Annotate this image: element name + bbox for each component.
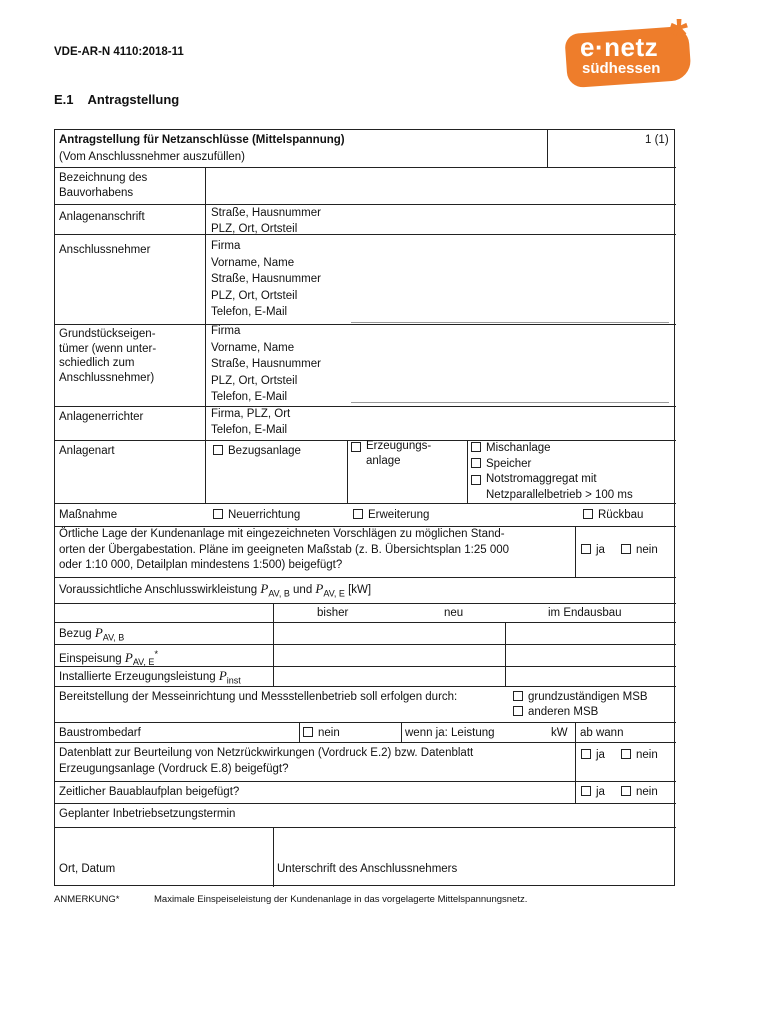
checkbox-lage-ja[interactable]: ja: [581, 542, 605, 559]
checkbox-icon[interactable]: [471, 442, 481, 452]
checkbox-icon[interactable]: [621, 786, 631, 796]
application-form: [54, 129, 675, 886]
col-endausbau: im Endausbau: [548, 607, 622, 619]
field-telefon[interactable]: Telefon, E-Mail: [211, 424, 288, 436]
checkbox-rueckbau[interactable]: Rückbau: [583, 507, 643, 524]
label-bezug: Bezug $P_{AV, B}$: [59, 625, 125, 643]
label-unterschrift: Unterschrift des Anschlussnehmers: [277, 863, 458, 875]
field-strasse[interactable]: Straße, Hausnummer: [211, 207, 321, 219]
checkbox-icon[interactable]: [303, 727, 313, 737]
label-anlagenerrichter: Anlagenerrichter: [59, 411, 144, 423]
field-plz-ort[interactable]: PLZ, Ort, Ortsteil: [211, 290, 298, 302]
field-telefon[interactable]: Telefon, E-Mail: [211, 306, 288, 318]
checkbox-icon[interactable]: [213, 445, 223, 455]
checkbox-mischanlage[interactable]: Mischanlage: [471, 440, 551, 457]
field-firma[interactable]: Firma: [211, 325, 241, 337]
label-bauablaufplan: Zeitlicher Bauablaufplan beigefügt?: [59, 786, 240, 798]
company-logo: [566, 9, 718, 84]
page-number: 1 (1): [645, 134, 669, 146]
form-title: Antragstellung für Netzanschlüsse (Mittelspannung): [59, 134, 345, 146]
label-datenblatt: Datenblatt zur Beurteilung von Netzrückwirkungen (Vordruck E.2) bzw. Datenblatt Erzeugungsanlage (Vordruck E.8) beigefügt?: [59, 747, 474, 775]
form-subtitle: (Vom Anschlussnehmer auszufüllen): [59, 151, 246, 163]
label-grundstueckseigentuemer: Grundstückseigen- tümer (wenn unter- schiedlich zum Anschlussnehmer): [59, 328, 157, 384]
checkbox-icon[interactable]: [621, 544, 631, 554]
checkbox-baustrom-nein[interactable]: nein: [303, 725, 340, 742]
checkbox-icon[interactable]: [471, 458, 481, 468]
checkbox-datenblatt-nein[interactable]: nein: [621, 747, 658, 764]
field-plz-ort[interactable]: PLZ, Ort, Ortsteil: [211, 223, 298, 235]
field-name[interactable]: Vorname, Name: [211, 342, 295, 354]
label-anlagenart: Anlagenart: [59, 445, 115, 457]
label-messstellenbetrieb: Bereitstellung der Messeinrichtung und Messstellenbetrieb soll erfolgen durch:: [59, 691, 458, 703]
checkbox-icon[interactable]: [621, 749, 631, 759]
logo-star-icon: *: [670, 9, 688, 61]
label-kw: kW: [551, 727, 568, 739]
checkbox-lage-nein[interactable]: nein: [621, 542, 658, 559]
footnote-text: Maximale Einspeiseleistung der Kundenanlage in das vorgelagerte Mittelspannungsnetz.: [154, 894, 528, 905]
field-name[interactable]: Vorname, Name: [211, 257, 295, 269]
section-heading: [54, 92, 179, 107]
label-oertliche-lage: Örtliche Lage der Kundenanlage mit eingezeichneten Vorschlägen zu möglichen Stand- orten der Übergabestation. Pläne im geeigneten Maßstab (z. B. Übersichtsplan 1:25 000 oder 1:10 000, Detailplan mindestens 1:500) beigefügt?: [59, 528, 510, 571]
label-baustrombedarf: Baustrombedarf: [59, 727, 141, 739]
label-anschlusswirkleistung: Voraussichtliche Anschlusswirkleistung $P_{AV, B}$ und $P_{AV, E}$ [kW]: [59, 581, 372, 599]
label-wenn-ja-leistung: wenn ja: Leistung: [405, 727, 495, 739]
label-anlagenanschrift: Anlagenanschrift: [59, 211, 145, 223]
checkbox-erweiterung[interactable]: Erweiterung: [353, 507, 429, 524]
checkbox-datenblatt-ja[interactable]: ja: [581, 747, 605, 764]
input-bezeichnung[interactable]: [207, 168, 675, 203]
field-strasse[interactable]: Straße, Hausnummer: [211, 358, 321, 370]
field-firma[interactable]: Firma: [211, 240, 241, 252]
checkbox-speicher[interactable]: Speicher: [471, 456, 531, 473]
checkbox-icon[interactable]: [513, 706, 523, 716]
checkbox-notstrom[interactable]: Notstromaggregat mit Netzparallelbetrieb > 100 ms: [471, 472, 633, 503]
field-strasse[interactable]: Straße, Hausnummer: [211, 273, 321, 285]
checkbox-icon[interactable]: [351, 442, 361, 452]
section-number: E.1: [54, 92, 74, 107]
section-title: Antragstellung: [87, 92, 180, 107]
checkbox-icon[interactable]: [513, 691, 523, 701]
col-neu: neu: [444, 607, 464, 619]
checkbox-icon[interactable]: [353, 509, 363, 519]
checkbox-icon[interactable]: [213, 509, 223, 519]
checkbox-icon[interactable]: [583, 509, 593, 519]
field-firma-plz-ort[interactable]: Firma, PLZ, Ort: [211, 408, 291, 420]
checkbox-erzeugungsanlage[interactable]: Erzeugungs- anlage: [351, 439, 431, 470]
label-bezeichnung: Bezeichnung des Bauvorhabens: [59, 172, 148, 199]
label-einspeisung: Einspeisung $P_{AV, E}^*$: [59, 649, 159, 668]
checkbox-grundzustaendig-msb[interactable]: grundzuständigen MSB: [513, 689, 648, 706]
checkbox-neuerrichtung[interactable]: Neuerrichtung: [213, 507, 300, 524]
checkbox-icon[interactable]: [581, 786, 591, 796]
field-plz-ort[interactable]: PLZ, Ort, Ortsteil: [211, 375, 298, 387]
standard-label: VDE-AR-N 4110:2018-11: [54, 46, 184, 58]
field-telefon[interactable]: Telefon, E-Mail: [211, 391, 288, 403]
checkbox-icon[interactable]: [581, 544, 591, 554]
label-ab-wann: ab wann: [580, 727, 624, 739]
logo-line-2: südhessen: [582, 60, 661, 77]
label-installierte-leistung: Installierte Erzeugungsleistung $P_{inst}$: [59, 668, 241, 686]
footnote-label: ANMERKUNG*: [54, 894, 120, 905]
checkbox-anderer-msb[interactable]: anderen MSB: [513, 704, 598, 721]
checkbox-bauablauf-ja[interactable]: ja: [581, 784, 605, 801]
label-inbetriebsetzungstermin: Geplanter Inbetriebsetzungstermin: [59, 808, 236, 820]
label-massnahme: Maßnahme: [59, 509, 118, 521]
label-anschlussnehmer: Anschlussnehmer: [59, 244, 151, 256]
checkbox-bezugsanlage[interactable]: Bezugsanlage: [213, 443, 301, 460]
checkbox-icon[interactable]: [581, 749, 591, 759]
logo-line-1: e·netz: [580, 32, 659, 62]
col-bisher: bisher: [317, 607, 349, 619]
checkbox-bauablauf-nein[interactable]: nein: [621, 784, 658, 801]
label-ort-datum: Ort, Datum: [59, 863, 116, 875]
checkbox-icon[interactable]: [471, 475, 481, 485]
